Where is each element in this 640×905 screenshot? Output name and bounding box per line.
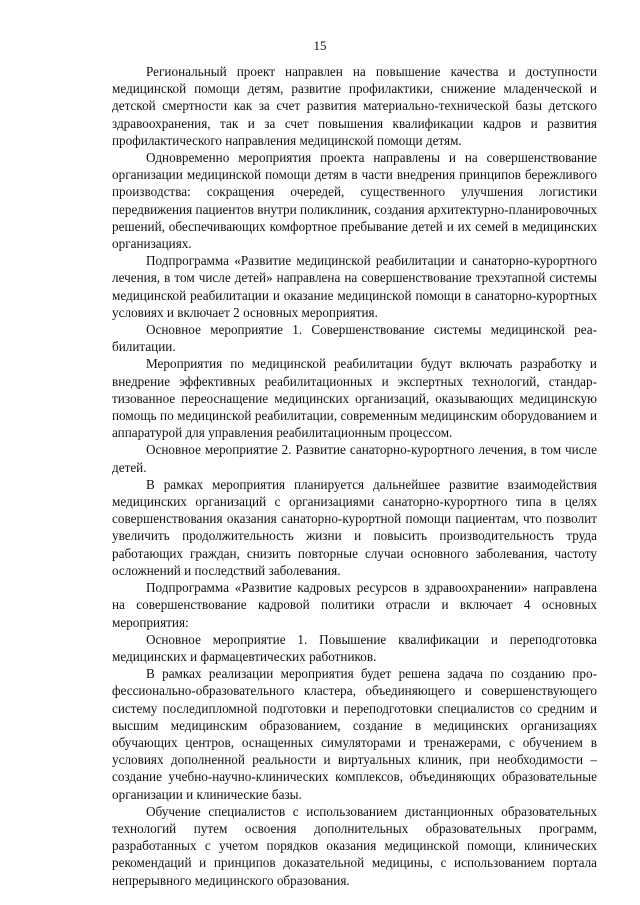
paragraph-regional-project: Региональный проект направлен на повышение качества и доступности медицинской помощи детям, развитие профилактики, снижение младенческой и детской смертности как за счет развития материально-технической базы детского здравоохранения, так и за счет повышения квалификации кадров и развития профилактического направления медицинской помощи детям. — [112, 64, 597, 148]
paragraph-education-cluster: В рамках реализации мероприятия будет решена задача по созданию профессионально-образовательного кластера, объединяющего и совершенствующего систему последипломной подготовки и переподготовки специалистов со средним и высшим медицинским образованием, создание в медицинских организациях обучающих центров, оснащенных симуляторами и тренажерами, с обучением в условиях дополненной реальности и виртуальных клиник, при необходимости – создание учебно-научно-клинических комплексов, объединяющих образовательные организации и клинические базы. — [112, 666, 597, 802]
paragraph-subprogram-rehabilitation: Подпрограмма «Развитие медицинской реабилитации и санаторно-курортного лечения, в том числе детей» направлена на совершенствование трехэтапной системы медицинской реабилитации и оказание медицинской помощи в санаторно-курортных условиях и включает 2 основных мероприятия. — [112, 253, 597, 320]
paragraph-lean-production: Одновременно мероприятия проекта направлены и на совершенствование организации медицинской помощи детям в части внедрения принципов бережливого производства: сокращения очередей, существенного улучшения логистики передвижения пациентов внутри поликлиник, создания архитектурно-планировочных решений, обеспечивающих комфортное пребывание детей и их семей в медицинских организациях. — [112, 150, 597, 252]
paragraph-main-activity-2-sanatorium: Основное мероприятие 2. Развитие санаторно-курортного лечения, в том числе детей. — [112, 442, 597, 475]
page-number: 15 — [313, 38, 327, 53]
paragraph-main-activity-1-rehab: Основное мероприятие 1. Совершенствование системы медицинской реабилитации. — [112, 322, 597, 355]
paragraph-subprogram-human-resources: Подпрограмма «Развитие кадровых ресурсов в здравоохранении» направлена на совершенствование кадровой политики отрасли и включает 4 основных мероприятия: — [112, 580, 597, 630]
paragraph-sanatorium-interaction: В рамках мероприятия планируется дальнейшее развитие взаимодействия медицинских организаций с организациями санаторно-курортного типа в целях совершенствования оказания санаторно-курортной помощи пациентам, что позволит увеличить продолжительность жизни и повысить производительность труда работающих граждан, снизить повторные случаи основного заболевания, частоту осложнений и последствий заболевания. — [112, 476, 597, 578]
document-body — [112, 63, 597, 889]
paragraph-rehab-activities: Мероприятия по медицинской реабилитации будут включать разработку и внедрение эффективных реабилитационных и экспертных технологий, стандартизованное переоснащение медицинских организаций, оказывающих медицинскую помощь по медицинской реабилитации, современным медицинским оборудованием и аппаратурой для управления реабилитационным процессом. — [112, 356, 597, 441]
paragraph-main-activity-1-qualification: Основное мероприятие 1. Повышение квалификации и переподготовка медицинских и фармацевтических работников. — [112, 631, 597, 664]
paragraph-distance-learning: Обучение специалистов с использованием дистанционных образовательных технологий путем освоения дополнительных образовательных программ, разработанных с учетом порядков оказания медицинской помощи, клинических рекомендаций и принципов доказательной медицины, с использованием портала непрерывного медицинского образования. — [112, 803, 597, 888]
